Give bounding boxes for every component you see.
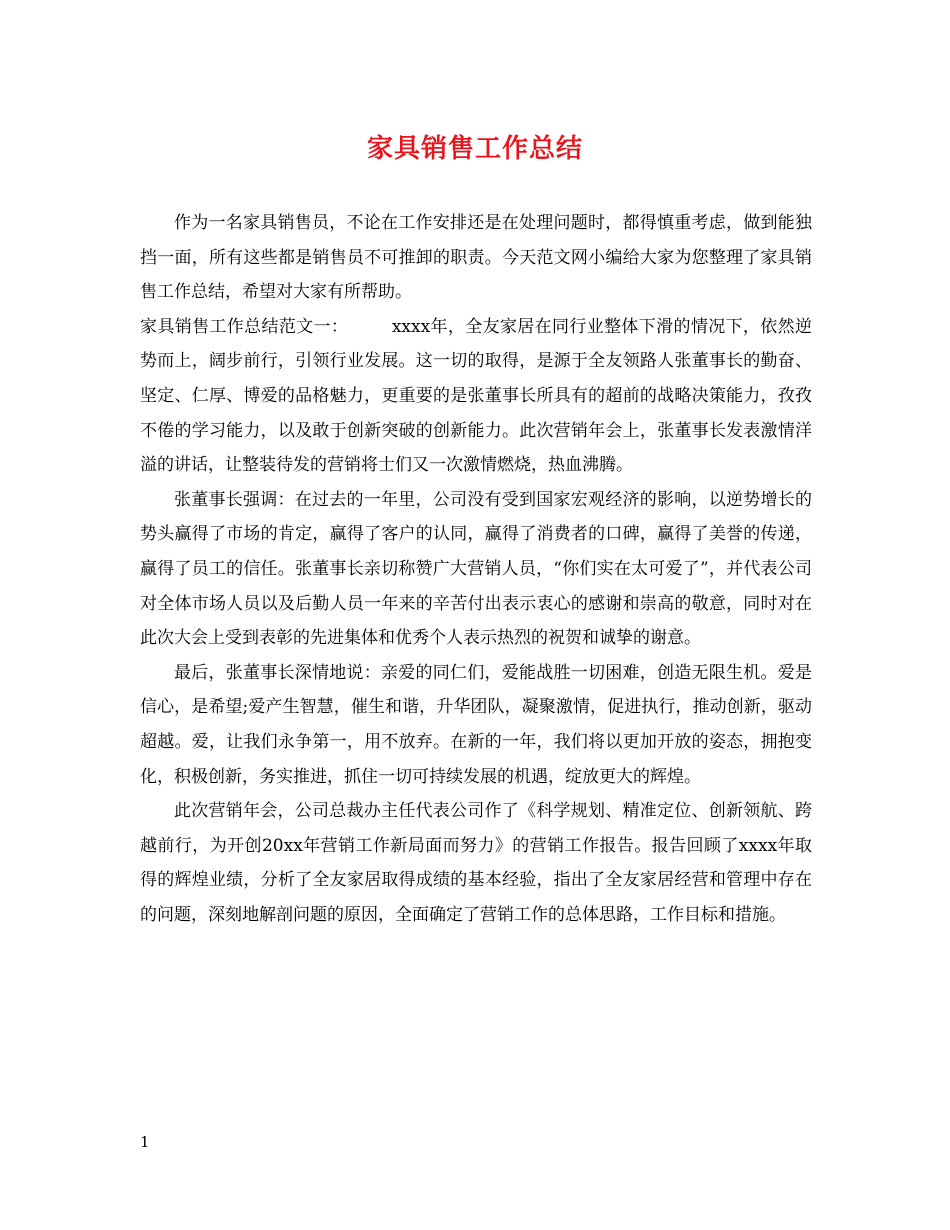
paragraph-sample-one: 家具销售工作总结范文一： xxxx年，全友家居在同行业整体下滑的情况下，依然逆势而上，阔步前行，引领行业发展。这一切的取得，是源于全友领路人张董事长的勤奋、坚定、仁厚、博爱的品格魅力，更重要的是张董事长所具有的超前的战略决策能力，孜孜不倦的学习能力，以及敢于创新突破的创新能力。此次营销年会上，张董事长发表激情洋溢的讲话，让整装待发的营销将士们又一次激情燃烧，热血沸腾。: [140, 316, 812, 476]
paragraph-closing-remarks: 最后，张董事长深情地说：亲爱的同仁们，爱能战胜一切困难，创造无限生机。爱是信心，是希望;爱产生智慧，催生和谐，升华团队，凝聚激情，促进执行，推动创新，驱动超越。爱，让我们永争第一，用不放弃。在新的一年，我们将以更加开放的姿态，拥抱变化，积极创新，务实推进，抓住一切可持续发展的机遇，绽放更大的辉煌。: [140, 662, 812, 787]
document-body: [140, 206, 812, 932]
page-number: 1: [140, 1133, 150, 1151]
document-title: 家具销售工作总结: [366, 134, 583, 164]
paragraph-intro: 作为一名家具销售员，不论在工作安排还是在处理问题时，都得慎重考虑，做到能独挡一面，所有这些都是销售员不可推卸的职责。今天范文网小编给大家为您整理了家具销售工作总结，希望对大家有所帮助。: [140, 213, 812, 303]
paragraph-chairman-emphasis: 张董事长强调：在过去的一年里，公司没有受到国家宏观经济的影响，以逆势增长的势头赢得了市场的肯定，赢得了客户的认同，赢得了消费者的口碑，赢得了美誉的传递，赢得了员工的信任。张董事长亲切称赞广大营销人员，“你们实在太可爱了”，并代表公司对全体市场人员以及后勤人员一年来的辛苦付出表示衷心的感谢和崇高的敬意，同时对在此次大会上受到表彰的先进集体和优秀个人表示热烈的祝贺和诚挚的谢意。: [140, 489, 812, 649]
paragraph-annual-report: 此次营销年会，公司总裁办主任代表公司作了《科学规划、精准定位、创新领航、跨越前行，为开创20xx年营销工作新局面而努力》的营销工作报告。报告回顾了xxxx年取得的辉煌业绩，分析了全友家居取得成绩的基本经验，指出了全友家居经营和管理中存在的问题，深刻地解剖问题的原因，全面确定了营销工作的总体思路，工作目标和措施。: [140, 801, 812, 925]
